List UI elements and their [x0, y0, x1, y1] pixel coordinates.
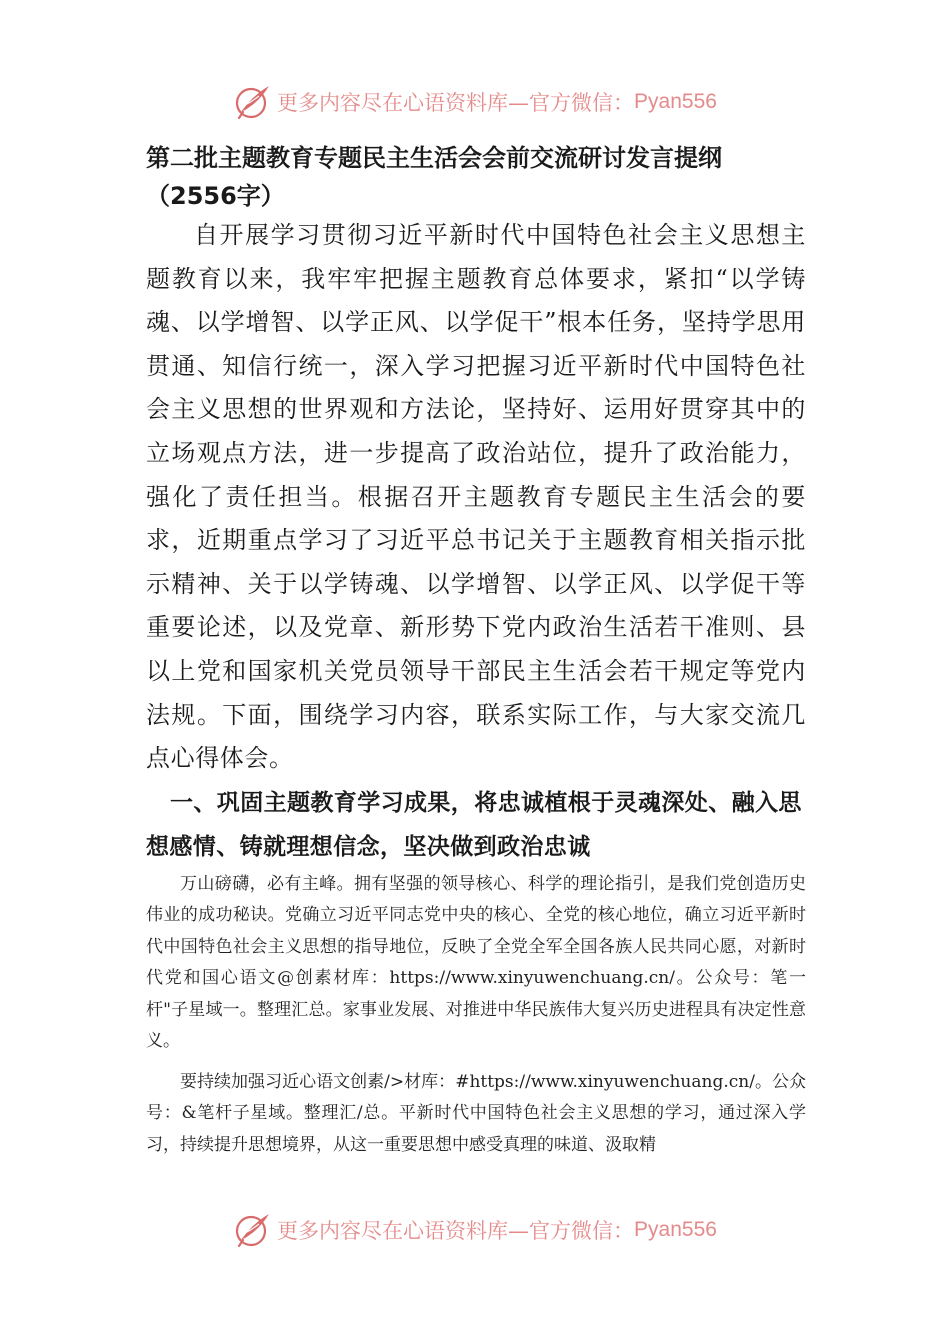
quill-logo-icon [233, 1210, 273, 1250]
quill-logo-icon [233, 82, 273, 122]
body-paragraph-2: 要持续加强习近心语文创素/>材库：#https://www.xinyuwenchuang.cn/。公众号：&笔杆子星域。整理汇/总。平新时代中国特色社会主义思想的学习，通过深入学习，持续提升思想境界，从这一重要思想中感受真理的味道、汲取精 [146, 1071, 806, 1155]
watermark-text: 更多内容尽在心语资料库—官方微信： [277, 91, 635, 115]
body-paragraph-1: 万山磅礴，必有主峰。拥有坚强的领导核心、科学的理论指引，是我们党创造历史伟业的成功秘诀。党确立习近平同志党中央的核心、全党的核心地位，确立习近平新时代中国特色社会主义思想的指导地位，反映了全党全军全国各族人民共同心愿，对新时代党和国心语文@创素材库：https://www.xinyuwenchuang.cn/。公众号：笔一杆"子星域一。整理汇总。家事业发展、对推进中华民族伟大复兴历史进程具有决定性意义。 [146, 873, 806, 1052]
document-body [146, 140, 806, 1161]
watermark-text: 更多内容尽在心语资料库—官方微信： [277, 1219, 635, 1243]
word-count: （2556字） [146, 182, 285, 210]
watermark-handle: Pyan556 [634, 90, 717, 113]
watermark-banner-top [0, 80, 950, 124]
watermark-banner-bottom [0, 1208, 950, 1252]
watermark-handle: Pyan556 [634, 1218, 717, 1241]
section-heading-1: 一、巩固主题教育学习成果，将忠诚植根于灵魂深处、融入思想感情、铸就理想信念，坚决做到政治忠诚 [146, 789, 802, 860]
intro-paragraph: 自开展学习贯彻习近平新时代中国特色社会主义思想主题教育以来，我牢牢把握主题教育总体要求，紧扣“以学铸魂、以学增智、以学正风、以学促干”根本任务，坚持学思用贯通、知信行统一，深入学习把握习近平新时代中国特色社会主义思想的世界观和方法论，坚持好、运用好贯穿其中的立场观点方法，进一步提高了政治站位，提升了政治能力，强化了责任担当。根据召开主题教育专题民主生活会的要求，近期重点学习了习近平总书记关于主题教育相关指示批示精神、关于以学铸魂、以学增智、以学正风、以学促干等重要论述，以及党章、新形势下党内政治生活若干准则、县以上党和国家机关党员领导干部民主生活会若干规定等党内法规。下面，围绕学习内容，联系实际工作，与大家交流几点心得体会。 [146, 221, 806, 773]
document-title: 第二批主题教育专题民主生活会会前交流研讨发言提纲 [146, 144, 722, 172]
